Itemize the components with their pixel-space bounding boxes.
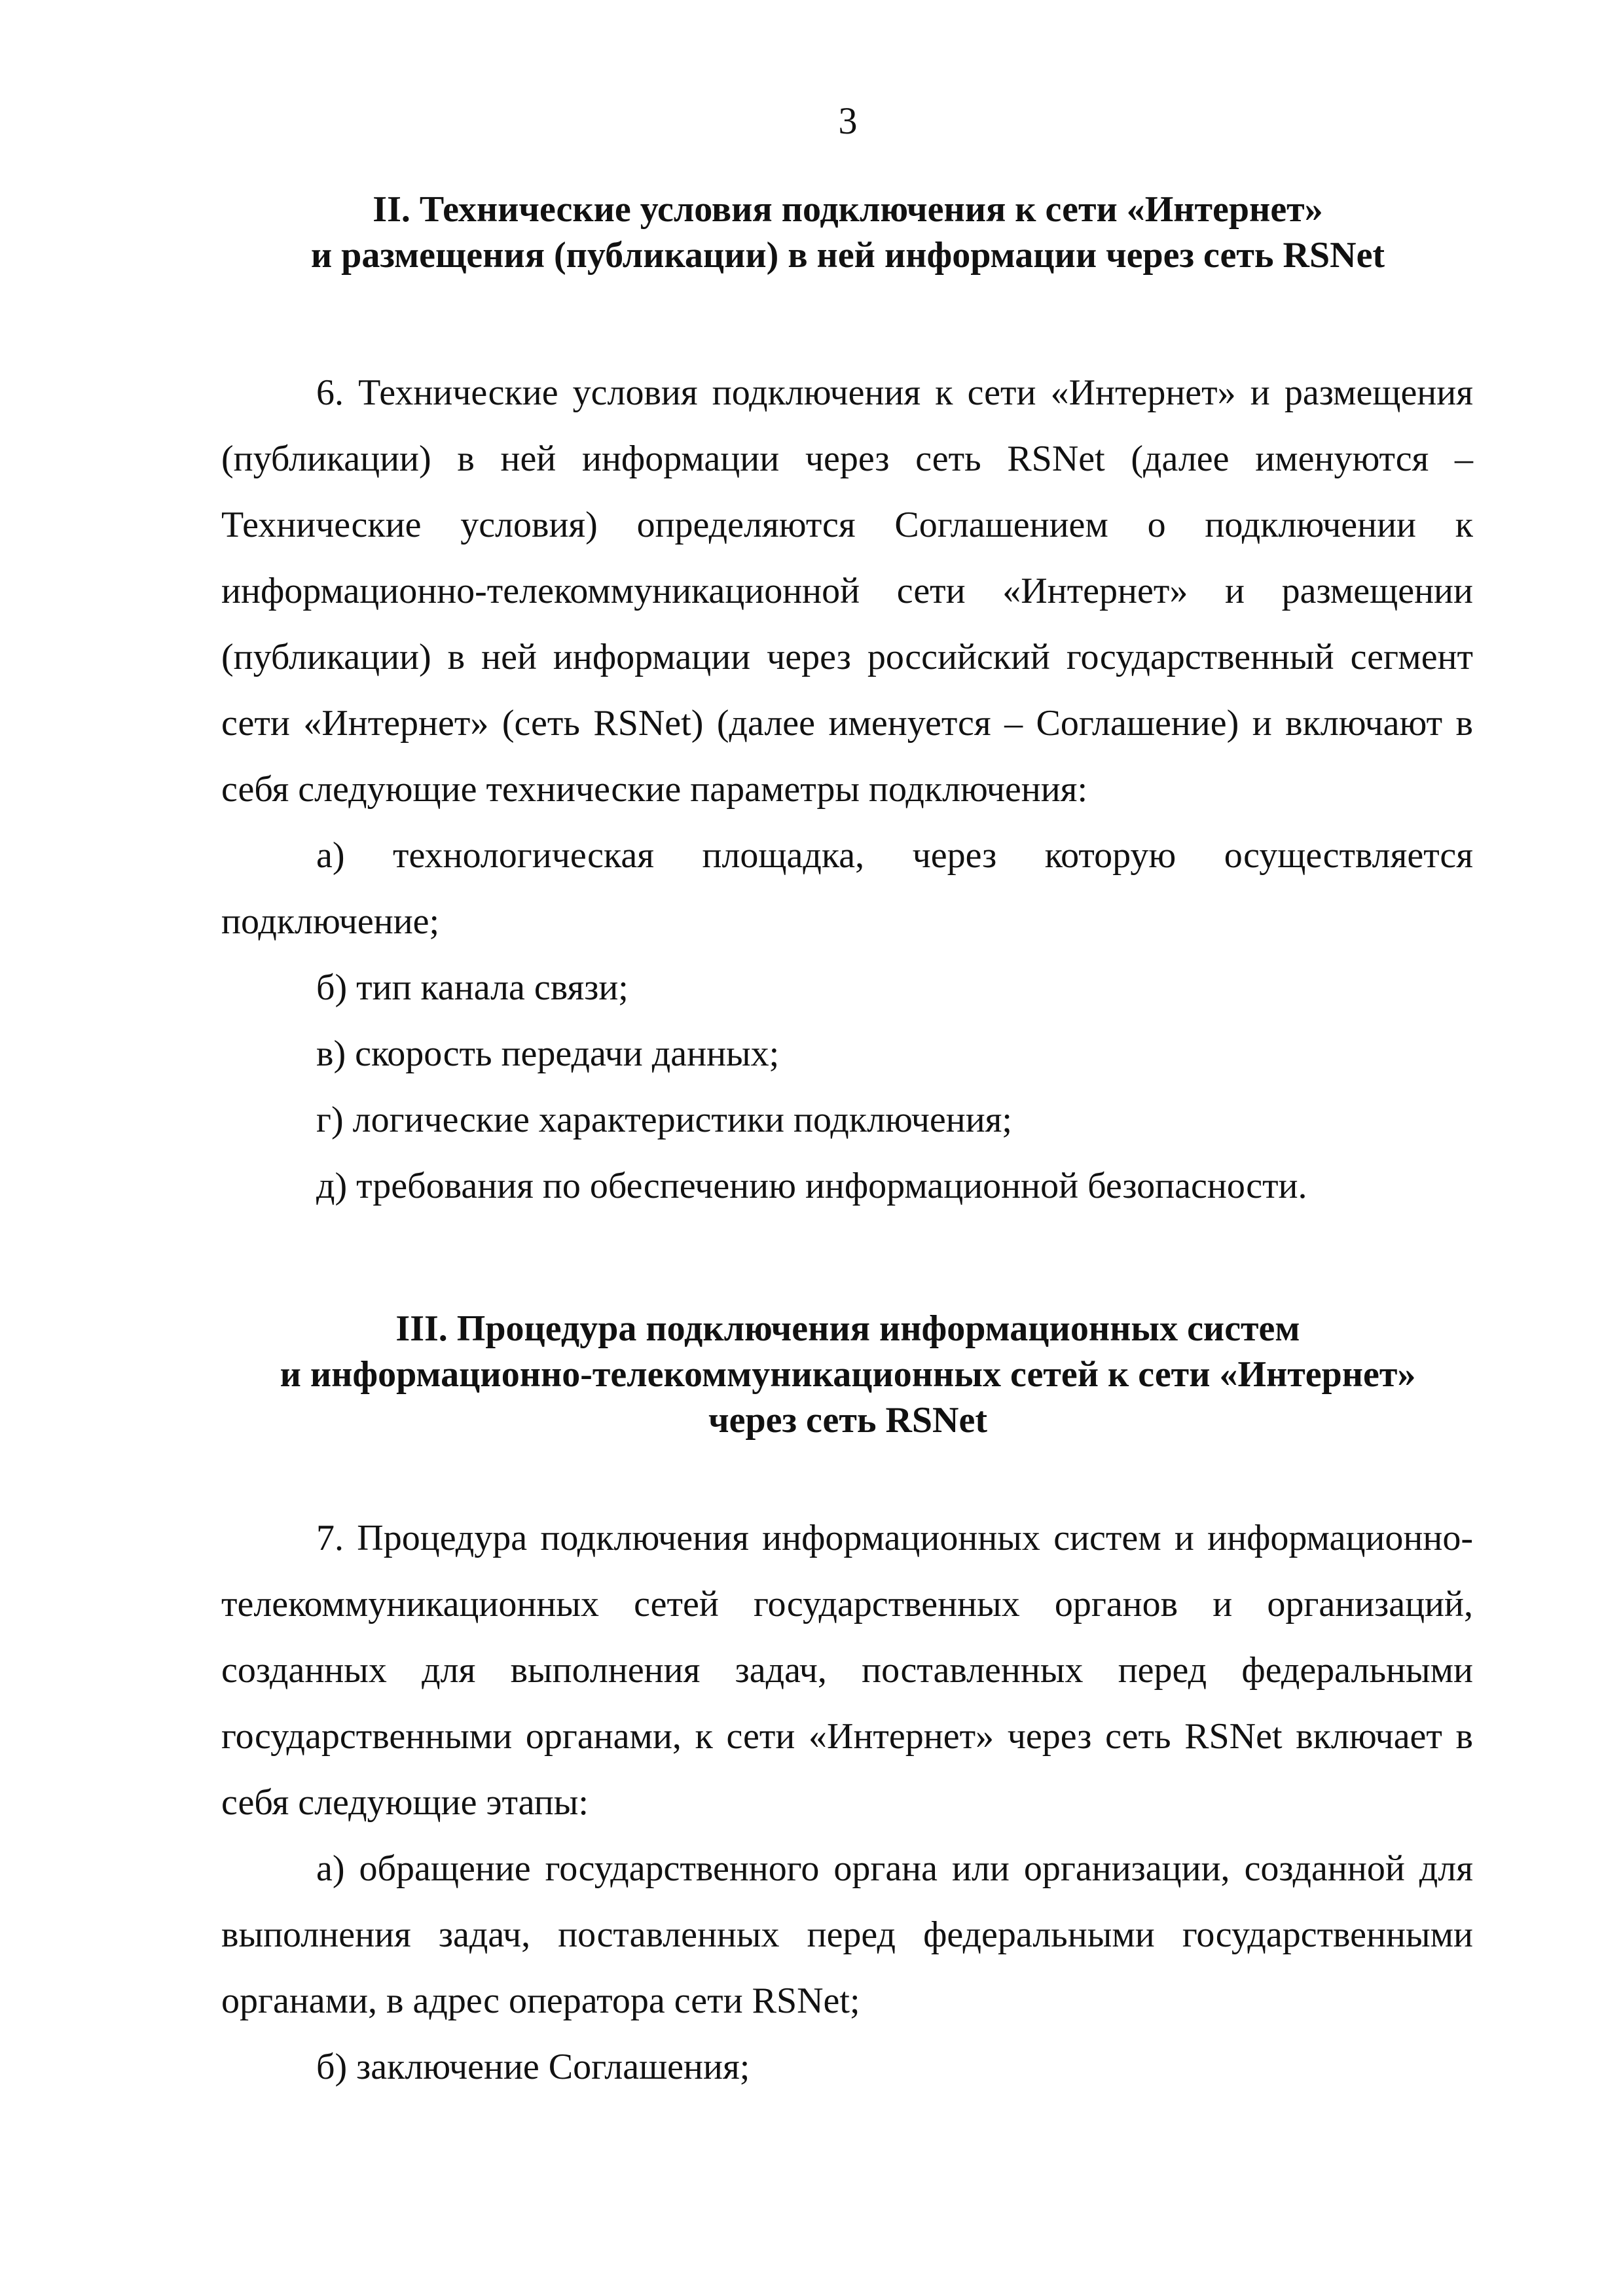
section-3-body bbox=[221, 1505, 1473, 2100]
list-item-v: в) скорость передачи данных; bbox=[316, 1033, 780, 1074]
list-item-a: а) обращение государственного органа или организации, созданной для выполнения задач, поставленных перед федеральными государственными органами, в адрес оператора сети RSNet; bbox=[221, 1848, 1473, 2021]
section-2-heading bbox=[196, 187, 1499, 278]
list-item-b: б) тип канала связи; bbox=[316, 967, 629, 1008]
list-item-d: д) требования по обеспечению информационной безопасности. bbox=[316, 1166, 1307, 1206]
paragraph-6: 6. Технические условия подключения к сети «Интернет» и размещения (публикации) в ней информации через сеть RSNet (далее именуются – Технические условия) определяются Соглашением о подключении к информационно-телекоммуникационной сети «Интернет» и размещении (публикации) в ней информации через российский государственный сегмент сети «Интернет» (сеть RSNet) (далее именуется – Соглашение) и включают в себя следующие технические параметры подключения: bbox=[221, 372, 1473, 810]
list-item-a: а) технологическая площадка, через которую осуществляется подключение; bbox=[221, 835, 1473, 942]
heading-line: и размещения (публикации) в ней информации через сеть RSNet bbox=[310, 235, 1385, 276]
section-3-heading bbox=[196, 1306, 1499, 1443]
heading-line: III. Процедура подключения информационных систем bbox=[395, 1308, 1300, 1349]
list-item-b: б) заключение Соглашения; bbox=[316, 2047, 750, 2087]
heading-line: и информационно-телекоммуникационных сетей к сети «Интернет» bbox=[280, 1354, 1416, 1395]
heading-line: II. Технические условия подключения к сети «Интернет» bbox=[373, 189, 1323, 230]
heading-line: через сеть RSNet bbox=[708, 1400, 987, 1441]
page-number: 3 bbox=[838, 99, 858, 142]
section-2-body bbox=[221, 360, 1473, 1219]
paragraph-7: 7. Процедура подключения информационных систем и информационно-телекоммуникационных сетей государственных органов и организаций, созданных для выполнения задач, поставленных перед федеральными государственными органами, к сети «Интернет» через сеть RSNet включает в себя следующие этапы: bbox=[221, 1518, 1473, 1823]
list-item-g: г) логические характеристики подключения; bbox=[316, 1100, 1012, 1140]
